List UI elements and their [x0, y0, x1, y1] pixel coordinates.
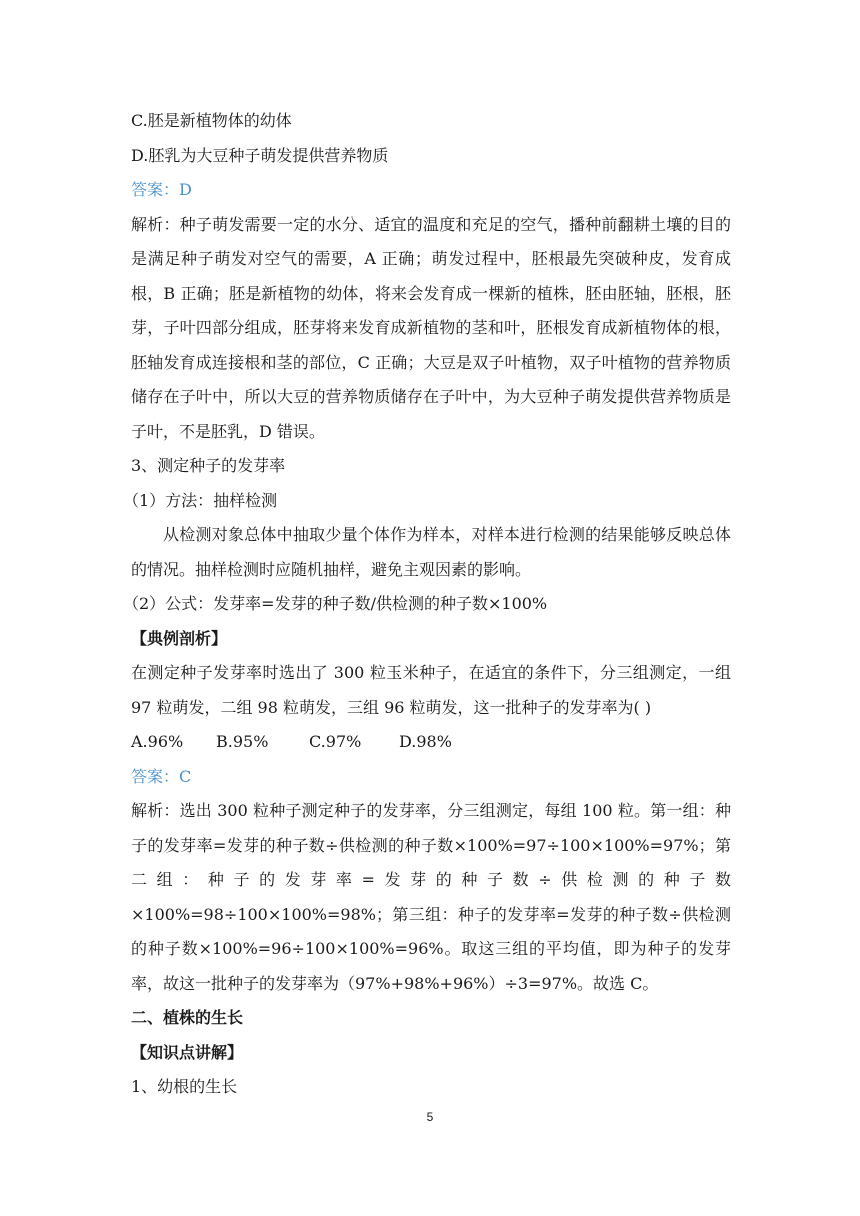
option-b: B.95% — [216, 732, 269, 751]
section-heading: 二、植株的生长 — [131, 1008, 244, 1027]
answer-options — [131, 725, 731, 760]
section-heading: 3、测定种子的发芽率 — [131, 456, 286, 475]
option-a: A.96% — [131, 732, 184, 751]
option-d-text: D.胚乳为大豆种子萌发提供营养物质 — [131, 145, 389, 165]
answer-line: 答案：D — [131, 180, 192, 199]
analysis-paragraph: 解析：种子萌发需要一定的水分、适宜的温度和充足的空气，播种前翻耕土壤的目的是满足种子萌发对空气的需要，A 正确；萌发过程中，胚根最先突破种皮，发育成根，B 正确；胚是新植物的幼体，将来会发育成一棵新的植株，胚由胚轴，胚根，胚芽，子叶四部分组成，胚芽将来发育成新植物的茎和叶，胚根发育成新植物体的根，胚轴发育成连接根和茎的部位，C 正确；大豆是双子叶植物，双子叶植物的营养物质储存在子叶中，所以大豆的营养物质储存在子叶中，为大豆种子萌发提供营养物质是子叶，不是胚乳，D 错误。 — [131, 214, 731, 441]
option-c-text: C.胚是新植物体的幼体 — [131, 111, 292, 130]
page-number: 5 — [426, 1110, 434, 1124]
subsection-heading: 1、幼根的生长 — [131, 1077, 238, 1096]
method-description: 从检测对象总体中抽取少量个体作为样本，对样本进行检测的结果能够反映总体的情况。抽样检测时应随机抽样，避免主观因素的影响。 — [131, 525, 731, 579]
formula-line: （2）公式：发芽率=发芽的种子数/供检测的种子数×100% — [123, 594, 548, 613]
method-heading: （1）方法：抽样检测 — [123, 490, 278, 510]
option-c: C.97% — [309, 732, 362, 751]
option-d: D.98% — [399, 732, 452, 751]
example-heading: 【典例剖析】 — [131, 628, 228, 648]
knowledge-heading: 【知识点讲解】 — [131, 1042, 244, 1062]
document-page — [123, 104, 731, 1105]
analysis-paragraph: 解析：选出 300 粒种子测定种子的发芽率，分三组测定，每组 100 粒。第一组：种子的发芽率=发芽的种子数÷供检测的种子数×100%=97÷100×100%=97%；第二组：种子的发芽率=发芽的种子数÷供检测的种子数×100%=98÷100×100%=98%；第三组：种子的发芽率=发芽的种子数÷供检测的种子数×100%=96÷100×100%=96%。取这三组的平均值，即为种子的发芽率，故这一批种子的发芽率为（97%+98%+96%）÷3=97%。故选 C。 — [131, 801, 731, 993]
answer-line: 答案：C — [131, 766, 192, 786]
question-paragraph: 在测定种子发芽率时选出了 300 粒玉米种子，在适宜的条件下，分三组测定，一组 97 粒萌发，二组 98 粒萌发，三组 96 粒萌发，这一批种子的发芽率为( ) — [131, 663, 731, 717]
